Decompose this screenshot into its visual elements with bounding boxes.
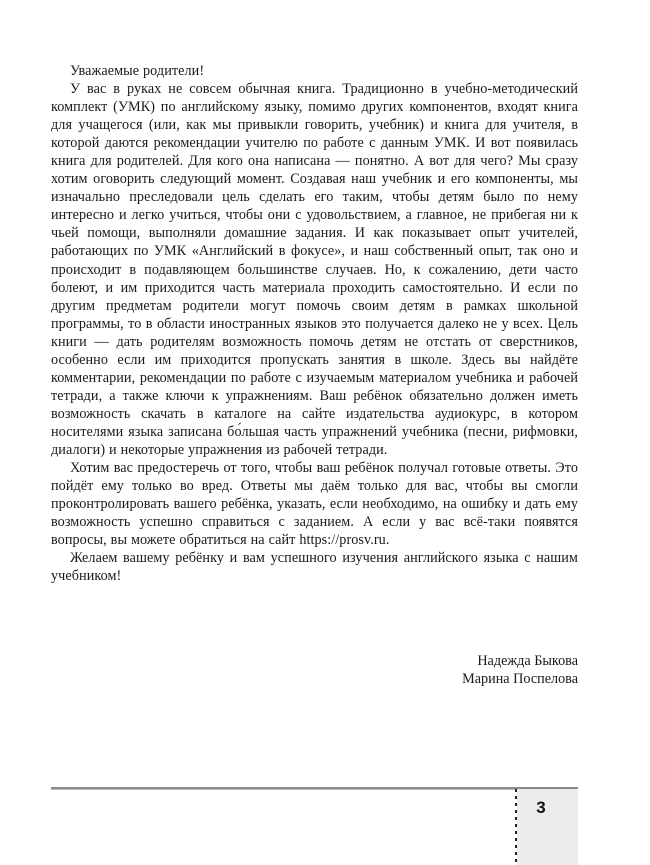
page-text-column bbox=[51, 62, 578, 585]
body-paragraph-3: Желаем вашему ребёнку и вам успешного изучения английского языка с нашим учебником! bbox=[51, 550, 578, 585]
signature-author-1: Надежда Быкова bbox=[477, 653, 578, 669]
footer-divider-rule bbox=[51, 787, 578, 789]
page-number: 3 bbox=[536, 798, 546, 817]
signature-author-2: Марина Поспелова bbox=[462, 671, 578, 688]
dotted-vertical-line bbox=[515, 789, 517, 865]
body-paragraph-1: У вас в руках не совсем обычная книга. Традиционно в учебно-методический комплект (УМК) по английскому языку, помимо других компонентов, входят книга для учащегося (или, как мы привыкли говорить, учебник) и книга для учителя, в которой даются рекомендации учителю по работе с данным УМК. И вот появилась книга для родителей. Для кого она написана — понятно. А вот для чего? Мы сразу хотим оговорить следующий момент. Создавая наш учебник и его компоненты, мы изначально преследовали цель сделать его таким, чтобы детям было по нему интересно и легко учиться, чтобы они с удовольствием, а главное, не прибегая ни к чьей помощи, выполняли домашние задания. И как показывает опыт учителей, работающих по УМК «Английский в фокусе», и наш собственный опыт, так оно и происходит в подавляющем большинстве случаев. Но, к сожалению, дети часто болеют, и им приходится часть материала проходить самостоятельно. И если по другим предметам родители могут помочь своим детям в рамках школьной программы, то в области иностранных языков это получается далеко не у всех. Цель книги — дать родителям возможность помочь детям не отстать от сверстников, особенно если им приходится пропускать занятия в школе. Здесь вы найдёте комментарии, рекомендации по работе с изучаемым материалом учебника и рабочей тетради, а также ключи к упражнениям. Ваш ребёнок обязательно должен иметь возможность скачать в каталоге на сайте издательства аудиокурс, в котором носителями языка записана бо́льшая часть упражнений учебника (песни, рифмовки, диалоги) и некоторые упражнения из рабочей тетради. bbox=[51, 81, 578, 458]
greeting-heading: Уважаемые родители! bbox=[70, 63, 205, 79]
signature-block bbox=[51, 652, 578, 688]
body-paragraph-2: Хотим вас предостеречь от того, чтобы ваш ребёнок получал готовые ответы. Это пойдёт ему только во вред. Ответы мы даём только для вас, чтобы вы смогли проконтролировать вашего ребёнка, указать, если необходимо, на ошибку и дать ему возможность успешно справиться с заданием. А если у вас всё-таки появятся вопросы, вы можете обратиться на сайт https://prosv.ru. bbox=[51, 460, 578, 549]
